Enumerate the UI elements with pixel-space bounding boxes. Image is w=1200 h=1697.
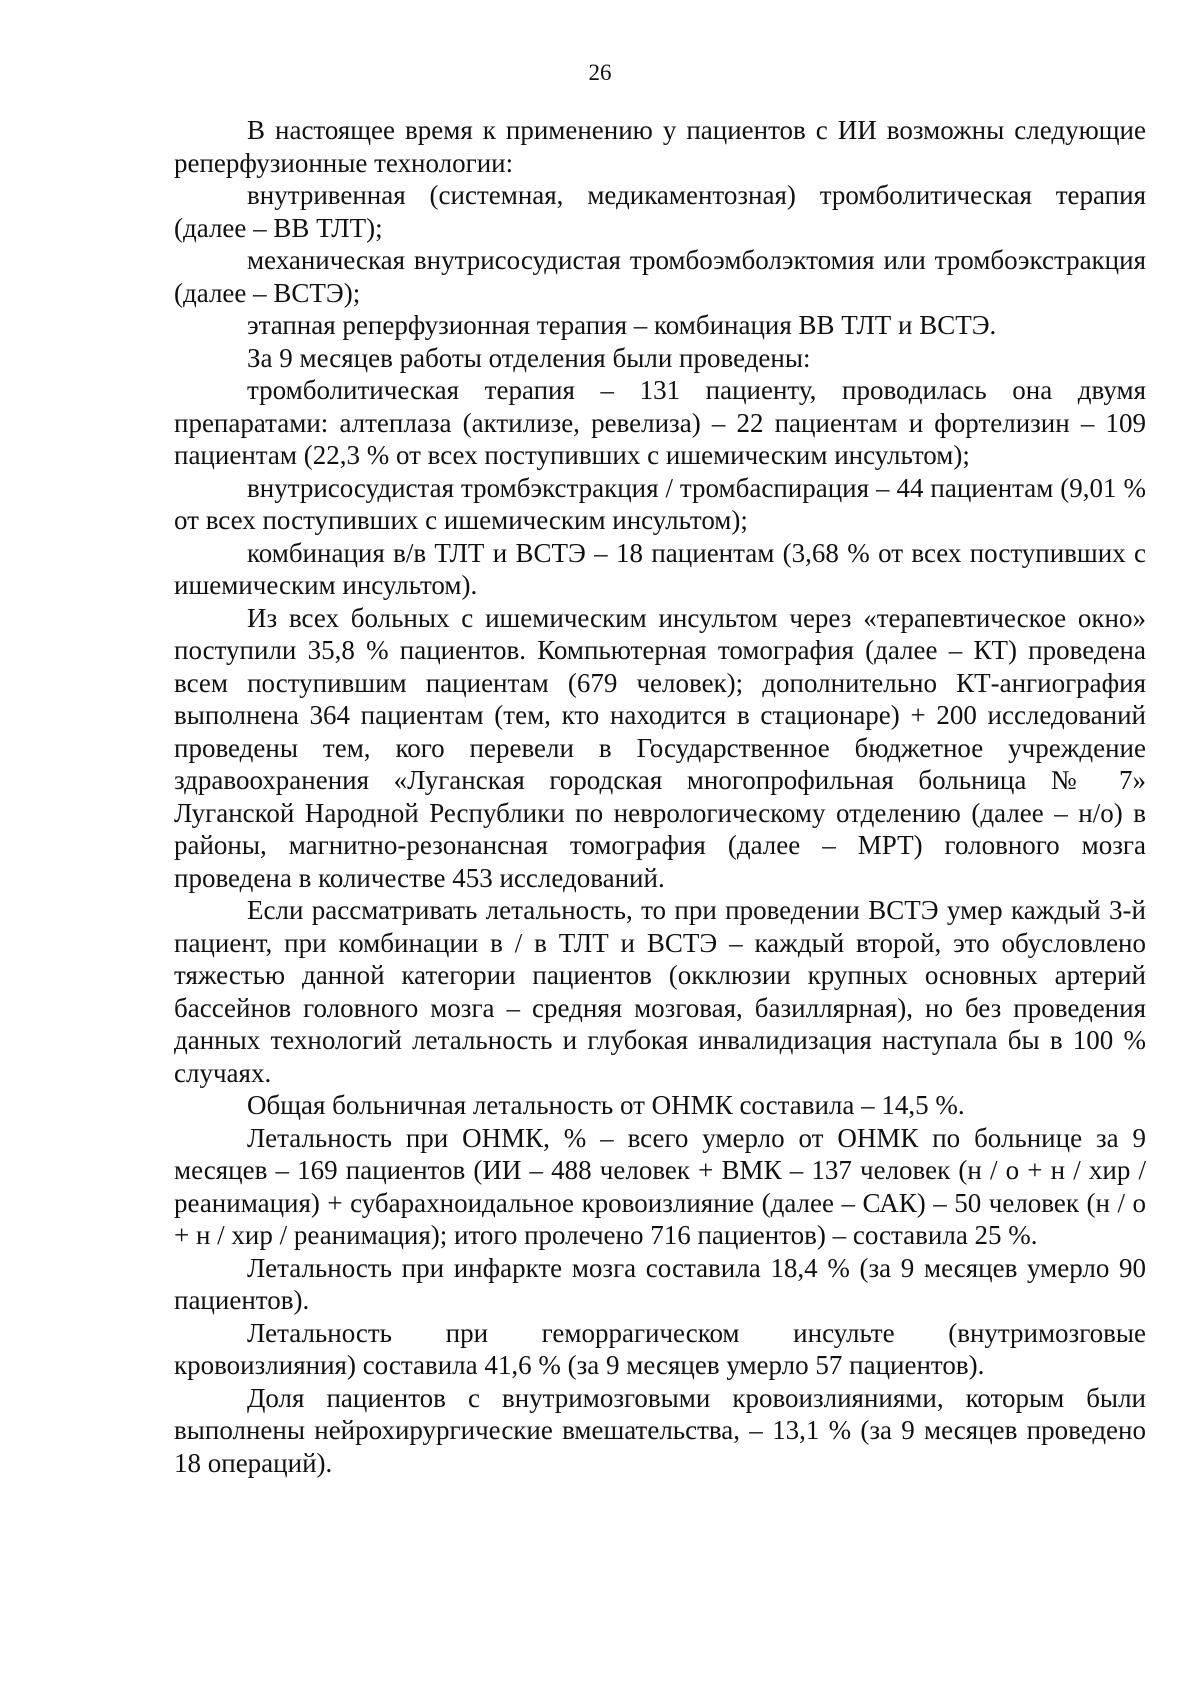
paragraph-total-mortality: Общая больничная летальность от ОНМК составила – 14,5 %. bbox=[247, 1090, 965, 1120]
paragraph-iv-thrombolysis: внутривенная (системная, медикаментозная) тромболитическая терапия (далее – ВВ ТЛТ); bbox=[174, 180, 1146, 243]
paragraph-onmk-mortality: Летальность при ОНМК, % – всего умерло от ОНМК по больнице за 9 месяцев – 169 пациентов (ИИ – 488 человек + ВМК – 137 человек (н / о + н / хир / реанимация) + субарахноидальное кровоизлияние (далее – САК) – 50 человек (н / о + н / хир / реанимация); итого пролечено 716 пациентов) – составила 25 %. bbox=[174, 1122, 1146, 1250]
paragraph-thrombolytic-therapy: тромболитическая терапия – 131 пациенту, проводилась она двумя препаратами: алтеплаза (актилизе, ревелиза) – 22 пациентам и фортелизин – 109 пациентам (22,3 % от всех поступивших с ишемическим инсультом); bbox=[174, 375, 1146, 470]
paragraph-therapeutic-window: Из всех больных с ишемическим инсультом через «терапевтическое окно» поступили 35,8 % пациентов. Компьютерная томография (далее – КТ) проведена всем поступившим пациентам (679 человек); дополнительно КТ-ангиография выполнена 364 пациентам (тем, кто находится в стационаре) + 200 исследований проведены тем, кого перевели в Государственное бюджетное учреждение здравоохранения «Луганская городская многопрофильная больница № 7» Луганской Народной Республики по неврологическому отделению (далее – н/о) в районы, магнитно-резонансная томография (далее – МРТ) головного мозга проведена в количестве 453 исследований. bbox=[174, 602, 1146, 893]
page-number: 26 bbox=[588, 60, 612, 85]
paragraph-mortality-analysis: Если рассматривать летальность, то при проведении ВСТЭ умер каждый 3-й пациент, при комбинации в / в ТЛТ и ВСТЭ – каждый второй, это обусловлено тяжестью данной категории пациентов (окклюзии крупных основных артерий бассейнов головного мозга – средняя мозговая, базиллярная), но без проведения данных технологий летальность и глубокая инвалидизация наступала бы в 100 % случаях. bbox=[174, 895, 1146, 1088]
paragraph-thrombextraction: внутрисосудистая тромбэкстракция / тромбаспирация – 44 пациентам (9,01 % от всех поступивших с ишемическим инсультом); bbox=[174, 472, 1146, 535]
paragraph-intro: В настоящее время к применению у пациентов с ИИ возможны следующие реперфузионные технологии: bbox=[174, 115, 1146, 178]
paragraph-neurosurgery-share: Доля пациентов с внутримозговыми кровоизлияниями, которым были выполнены нейрохирургические вмешательства, – 13,1 % (за 9 месяцев проведено 18 операций). bbox=[174, 1382, 1146, 1478]
paragraph-nine-months-intro: За 9 месяцев работы отделения были проведены: bbox=[247, 342, 811, 373]
paragraph-mechanical-thrombectomy: механическая внутрисосудистая тромбоэмболэктомия или тромбоэкстракция (далее – ВСТЭ); bbox=[174, 245, 1146, 308]
paragraph-hemorrhagic-mortality: Летальность при геморрагическом инсульте (внутримозговые кровоизлияния) составила 41,6 % (за 9 месяцев умерло 57 пациентов). bbox=[174, 1317, 1146, 1380]
document-body bbox=[174, 114, 1146, 1479]
paragraph-infarction-mortality: Летальность при инфаркте мозга составила 18,4 % (за 9 месяцев умерло 90 пациентов). bbox=[174, 1252, 1146, 1315]
paragraph-staged-reperfusion: этапная реперфузионная терапия – комбинация ВВ ТЛТ и ВСТЭ. bbox=[247, 310, 997, 340]
paragraph-combination: комбинация в/в ТЛТ и ВСТЭ – 18 пациентам (3,68 % от всех поступивших с ишемическим инсультом). bbox=[174, 537, 1146, 600]
